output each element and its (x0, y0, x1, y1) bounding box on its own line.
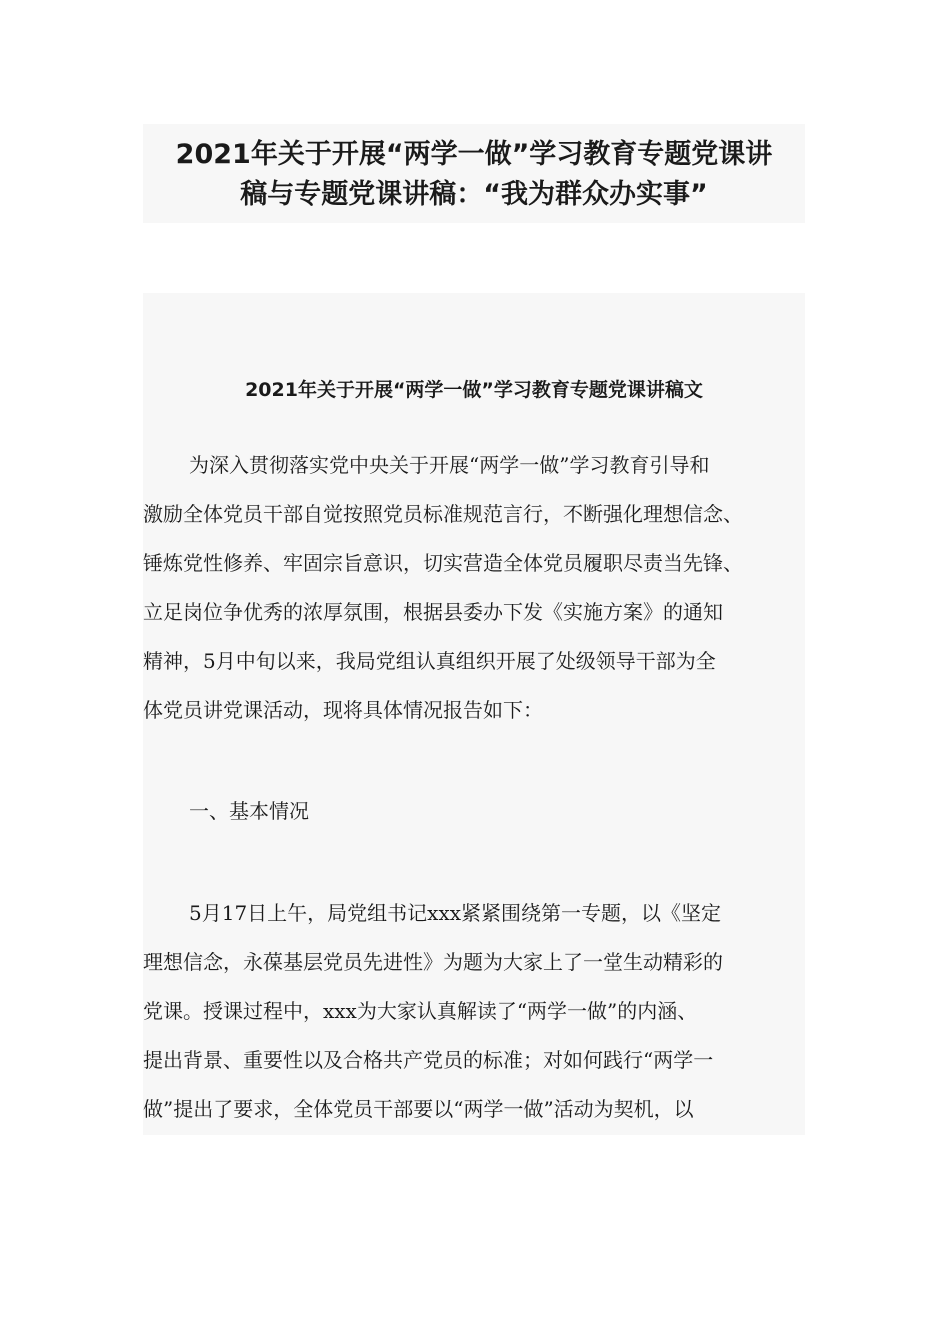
section-heading: 2021年关于开展“两学一做”学习教育专题党课讲稿文 (245, 379, 703, 401)
title-line-2: 稿与专题党课讲稿：“我为群众办实事” (240, 179, 708, 210)
detail-line-3: 党课。授课过程中，xxx为大家认真解读了“两学一做”的内涵、 (143, 999, 698, 1023)
detail-line-2: 理想信念，永葆基层党员先进性》为题为大家上了一堂生动精彩的 (143, 950, 723, 974)
intro-line-4: 立足岗位争优秀的浓厚氛围，根据县委办下发《实施方案》的通知 (143, 600, 723, 624)
title-line-1: 2021年关于开展“两学一做”学习教育专题党课讲 (175, 139, 773, 170)
intro-line-1: 为深入贯彻落实党中央关于开展“两学一做”学习教育引导和 (189, 453, 710, 477)
intro-line-6: 体党员讲党课活动，现将具体情况报告如下： (143, 698, 543, 722)
detail-line-5: 做”提出了要求，全体党员干部要以“两学一做”活动为契机，以 (143, 1097, 694, 1121)
intro-line-3: 锤炼党性修养、牢固宗旨意识，切实营造全体党员履职尽责当先锋、 (143, 551, 743, 575)
detail-line-1: 5月17日上午，局党组书记xxx紧紧围绕第一专题，以《坚定 (189, 901, 722, 925)
detail-line-4: 提出背景、重要性以及合格共产党员的标准；对如何践行“两学一 (143, 1048, 714, 1072)
intro-line-2: 激励全体党员干部自觉按照党员标准规范言行，不断强化理想信念、 (143, 502, 743, 526)
intro-line-5: 精神，5月中旬以来，我局党组认真组织开展了处级领导干部为全 (143, 649, 716, 673)
document-title (143, 124, 805, 223)
subheading-basic-situation: 一、基本情况 (189, 799, 309, 823)
document-body (143, 293, 805, 1135)
